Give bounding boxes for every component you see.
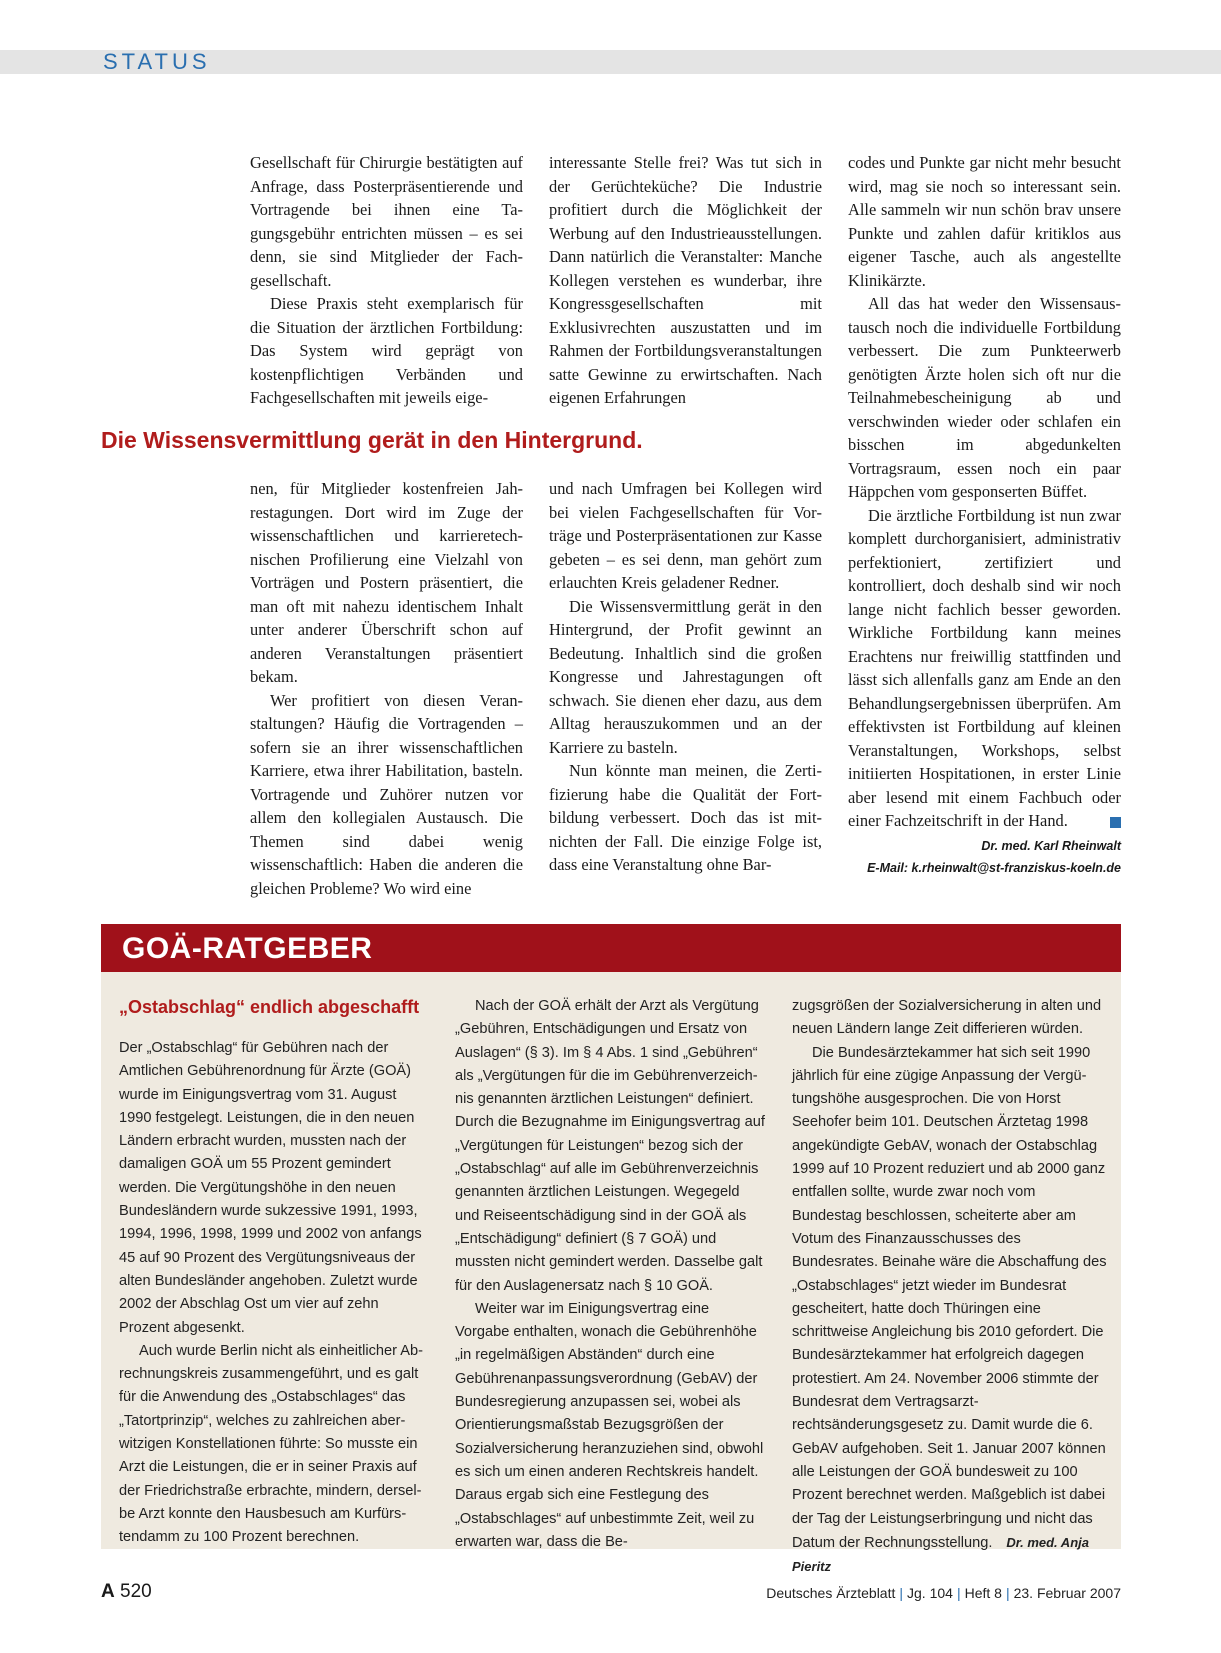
paragraph: Nach der GOÄ erhält der Arzt als Vergütung „Gebühren, Entschädigungen und Ersatz von Auslagen“ (§ 3). Im § 4 Abs. 1 sind „Gebühren“ als „Vergütungen für die im Gebührenverzeichnis genannten ärztlichen Leistungen“ definiert. Durch die Bezugnahme im Einigungsvertrag auf „Vergütungen für Leistungen“ bezog sich der „Ostabschlag“ auf alle im Gebührenverzeichnis genannten ärztlichen Leistungen. Wegegeld und Reiseentschädigung sind in der GOÄ als „Entschädigung“ definiert (§ 7 GOÄ) und mussten nicht gemindert werden. Dasselbe galt für den Auslagenersatz nach § 10 GOÄ. — [455, 998, 765, 1294]
author-email: E-Mail: k.rheinwalt@st-franziskus-koeln.de — [867, 860, 1121, 875]
goae-col3 — [792, 995, 1107, 1579]
paragraph: Der „Ostabschlag“ für Gebühren nach der Amtlichen Gebührenordnung für Ärzte (GOÄ) wurde im Einigungsvertrag vom 31. August 1990 festgelegt. Leistungen, die in den neuen Ländern erbracht wurden, mussten nach der damaligen GOÄ um 55 Prozent gemindert werden. Die Vergütungshöhe in den neuen Bundesländern wurde sukzessive 1991, 1993, 1994, 1996, 1998, 1999 und 2002 von anfangs 45 auf 90 Prozent des Vergütungsniveaus der alten Bundesländer angehoben. Zuletzt wurde 2002 der Abschlag Ost um vier auf zehn Prozent abgesenkt. — [119, 1040, 422, 1336]
paragraph: und nach Umfragen bei Kollegen wird bei vielen Fachgesellschaften für Vorträge und Posterpräsentationen zur Kasse gebeten – es sei denn, man gehört zum erlauchten Kreis geladener Redner. — [549, 479, 822, 592]
paragraph: All das hat weder den Wissensaustausch noch die individuelle Fortbildung verbessert. Die zum Punkteerwerb genötigten Ärzte holen sich oft nur die Teilnahmebescheinigung ab und verschwinden wieder oder schlafen ein bisschen im abgedunkelten Vortragsraum, essen noch ein paar Häppchen vom gesponserten Büffet. — [848, 294, 1121, 501]
paragraph: Weiter war im Einigungsvertrag eine Vorgabe enthalten, wonach die Gebührenhöhe „in regelmäßigen Abständen“ durch eine Gebührenanpassungsverordnung (GebAV) der Bundesregierung anzupassen sei, wobei als Orientierungsmaßstab Bezugsgrößen der Sozialversicherung heranzuziehen sind, obwohl es sich um einen anderen Rechtskreis handelt. Daraus ergab sich eine Festlegung des „Ostabschlages“ auf unbestimmte Zeit, weil zu erwarten war, dass die Be- — [455, 1300, 764, 1550]
goae-col1 — [119, 995, 425, 1550]
paragraph: Auch wurde Berlin nicht als einheitlicher Abrechnungskreis zusammengeführt, und es galt für die Anwendung des „Ostabschlages“ das „Tatortprinzip“, welches zu zahlreichen aberwitzigen Konstellationen führte: So musste ein Arzt die Leistungen, die er in seiner Praxis auf der Friedrichstraße erbrachte, mindern, derselbe Arzt konnte den Hausbesuch am Kurfürstendamm zu 100 Prozent berechnen. — [119, 1342, 423, 1546]
paragraph: Wer profitiert von diesen Veranstaltungen? Häufig die Vortragenden – sofern sie an ihrer wissenschaftlichen Karriere, etwa ihrer Habilitation, basteln. Vortragende und Zuhörer nutzen vor allem den kollegialen Austausch. Die Themen sind dabei wenig wissenschaftlich: Haben die anderen die gleichen Probleme? Wo wird eine — [250, 690, 523, 898]
page-number — [101, 1580, 152, 1604]
goae-subtitle: „Ostabschlag“ endlich abgeschafft — [119, 997, 420, 1017]
paragraph: Nun könnte man meinen, die Zertifizierung habe die Qualität der Fortbildung verbessert. Doch das ist mitnichten der Fall. Die einzige Folge ist, dass eine Veranstaltung ohne Bar- — [549, 761, 822, 874]
article-col3-body — [848, 151, 1121, 833]
journal-name: Deutsches Ärzteblatt — [766, 1585, 896, 1601]
goae-title: GOÄ-RATGEBER — [122, 932, 373, 965]
goae-author: Dr. med. Anja Pieritz — [792, 1534, 1089, 1575]
article-col1-top — [250, 151, 523, 410]
pull-quote: Die Wissensvermittlung gerät in den Hintergrund. — [101, 427, 643, 453]
article-col2-bottom — [549, 477, 822, 877]
article-col3 — [848, 151, 1121, 879]
journal-volume: Jg. 104 — [907, 1585, 953, 1601]
paragraph — [792, 1042, 1107, 1580]
paragraph: Gesellschaft für Chirurgie bestätigten auf Anfrage, dass Posterpräsentierende und Vortragende bei ihnen eine Tagungsgebühr entrichten müssen – es sei denn, sie sind Mitglieder der Fachgesellschaft. — [250, 153, 523, 290]
goae-col1-body — [119, 1037, 425, 1550]
page-number-value: 520 — [120, 1581, 152, 1602]
paragraph: interessante Stelle frei? Was tut sich in der Gerüchteküche? Die Industrie profitiert durch die Möglichkeit der Werbung auf den Industrieausstellungen. Dann natürlich die Veranstalter: Manche Kollegen verstehen es wunderbar, ihre Kongressgesellschaften mit Exklusivrechten auszustatten und im Rahmen der Fortbildungsveranstaltungen satte Gewinne zu erwirtschaften. Nach eigenen Erfahrungen — [549, 153, 822, 407]
journal-date: 23. Februar 2007 — [1013, 1585, 1121, 1601]
goae-col2 — [455, 995, 767, 1554]
journal-info: Deutsches Ärzteblatt | Jg. 104 | Heft 8 | 23. Februar 2007 — [766, 1585, 1121, 1601]
page-prefix: A — [101, 1581, 115, 1602]
goae-col3-body — [792, 995, 1107, 1579]
paragraph-text: Die Bundesärztekammer hat sich seit 1990 jährlich für eine zügige Anpassung der Vergütungshöhe ausgesprochen. Die von Horst Seehofer beim 101. Deutschen Ärztetag 1998 angekündigte GebAV, wonach der Ostabschlag 1999 auf 10 Prozent reduziert und ab 2000 ganz entfallen sollte, wurde zwar noch vom Bundestag beschlossen, scheiterte aber am Votum des Finanzausschusses des Bundesrates. Beinahe wäre die Abschaffung des „Ostabschlages“ jetzt wieder im Bundesrat gescheitert, hatte doch Thüringen eine schrittweise Angleichung bis 2010 gefordert. Die Bundesärztekammer hat erfolgreich dagegen protestiert. Am 24. November 2006 stimmte der Bundesrat dem Vertragsarztrechtsänderungsgesetz zu. Damit wurde die 6. GebAV aufgehoben. Seit 1. Januar 2007 können alle Leistungen der GOÄ bundesweit zu 100 Prozent berechnet werden. Maßgeblich ist dabei der Tag der Leistungserbringung und nicht das Datum der Rechnungsstellung. — [792, 1044, 1107, 1551]
article-col1-bottom — [250, 477, 523, 900]
journal-issue: Heft 8 — [964, 1585, 1002, 1601]
paragraph: codes und Punkte gar nicht mehr besucht wird, mag sie noch so interessant sein. Alle sammeln wir nun schön brav unsere Punkte und zahlen dafür kritiklos aus eigener Tasche, auch als angestellte Klinikärzte. — [848, 153, 1121, 290]
paragraph: Diese Praxis steht exemplarisch für die Situation der ärztlichen Fortbildung: Das System wird geprägt von kostenpflichtigen Verbänden und Fachgesellschaften mit jeweils eige- — [250, 294, 523, 407]
author-name: Dr. med. Karl Rheinwalt — [981, 838, 1121, 853]
section-label: STATUS — [103, 49, 211, 74]
paragraph: zugsgrößen der Sozialversicherung in alten und neuen Ländern lange Zeit differieren würden. — [792, 998, 1102, 1038]
paragraph: nen, für Mitglieder kostenfreien Jahrestagungen. Dort wird im Zuge der wissenschaftlichen und karrieretechnischen Profilierung eine Vielzahl von Vorträgen und Postern präsentiert, die man oft mit nahezu identischem Inhalt unter anderer Überschrift schon auf anderen Veranstaltungen präsentiert bekam. — [250, 479, 523, 686]
end-mark — [1110, 817, 1121, 828]
paragraph: Die ärztliche Fortbildung ist nun zwar komplett durchorganisiert, administrativ perfektioniert, zertifiziert und kontrolliert, doch deshalb sind wir noch lange nicht fachlich besser geworden. Wirkliche Fortbildung kann meines Erachtens nur freiwillig stattfinden und lässt sich allenfalls ganz am Ende an den Behandlungsergebnissen überprüfen. Am effektivsten ist Fortbildung auf kleinen Veranstaltungen, Workshops, selbst initiierten Hospitationen, in erster Linie aber lesend mit einem Fachbuch oder einer Fachzeitschrift in der Hand. — [848, 505, 1121, 830]
paragraph: Die Wissensvermittlung gerät in den Hintergrund, der Profit gewinnt an Bedeutung. Inhaltlich sind die großen Kongresse und Jahrestagungen oft schwach. Sie dienen eher dazu, aus dem Alltag herauszukommen und an der Karriere zu basteln. — [549, 596, 822, 757]
article-col2-top — [549, 151, 822, 410]
